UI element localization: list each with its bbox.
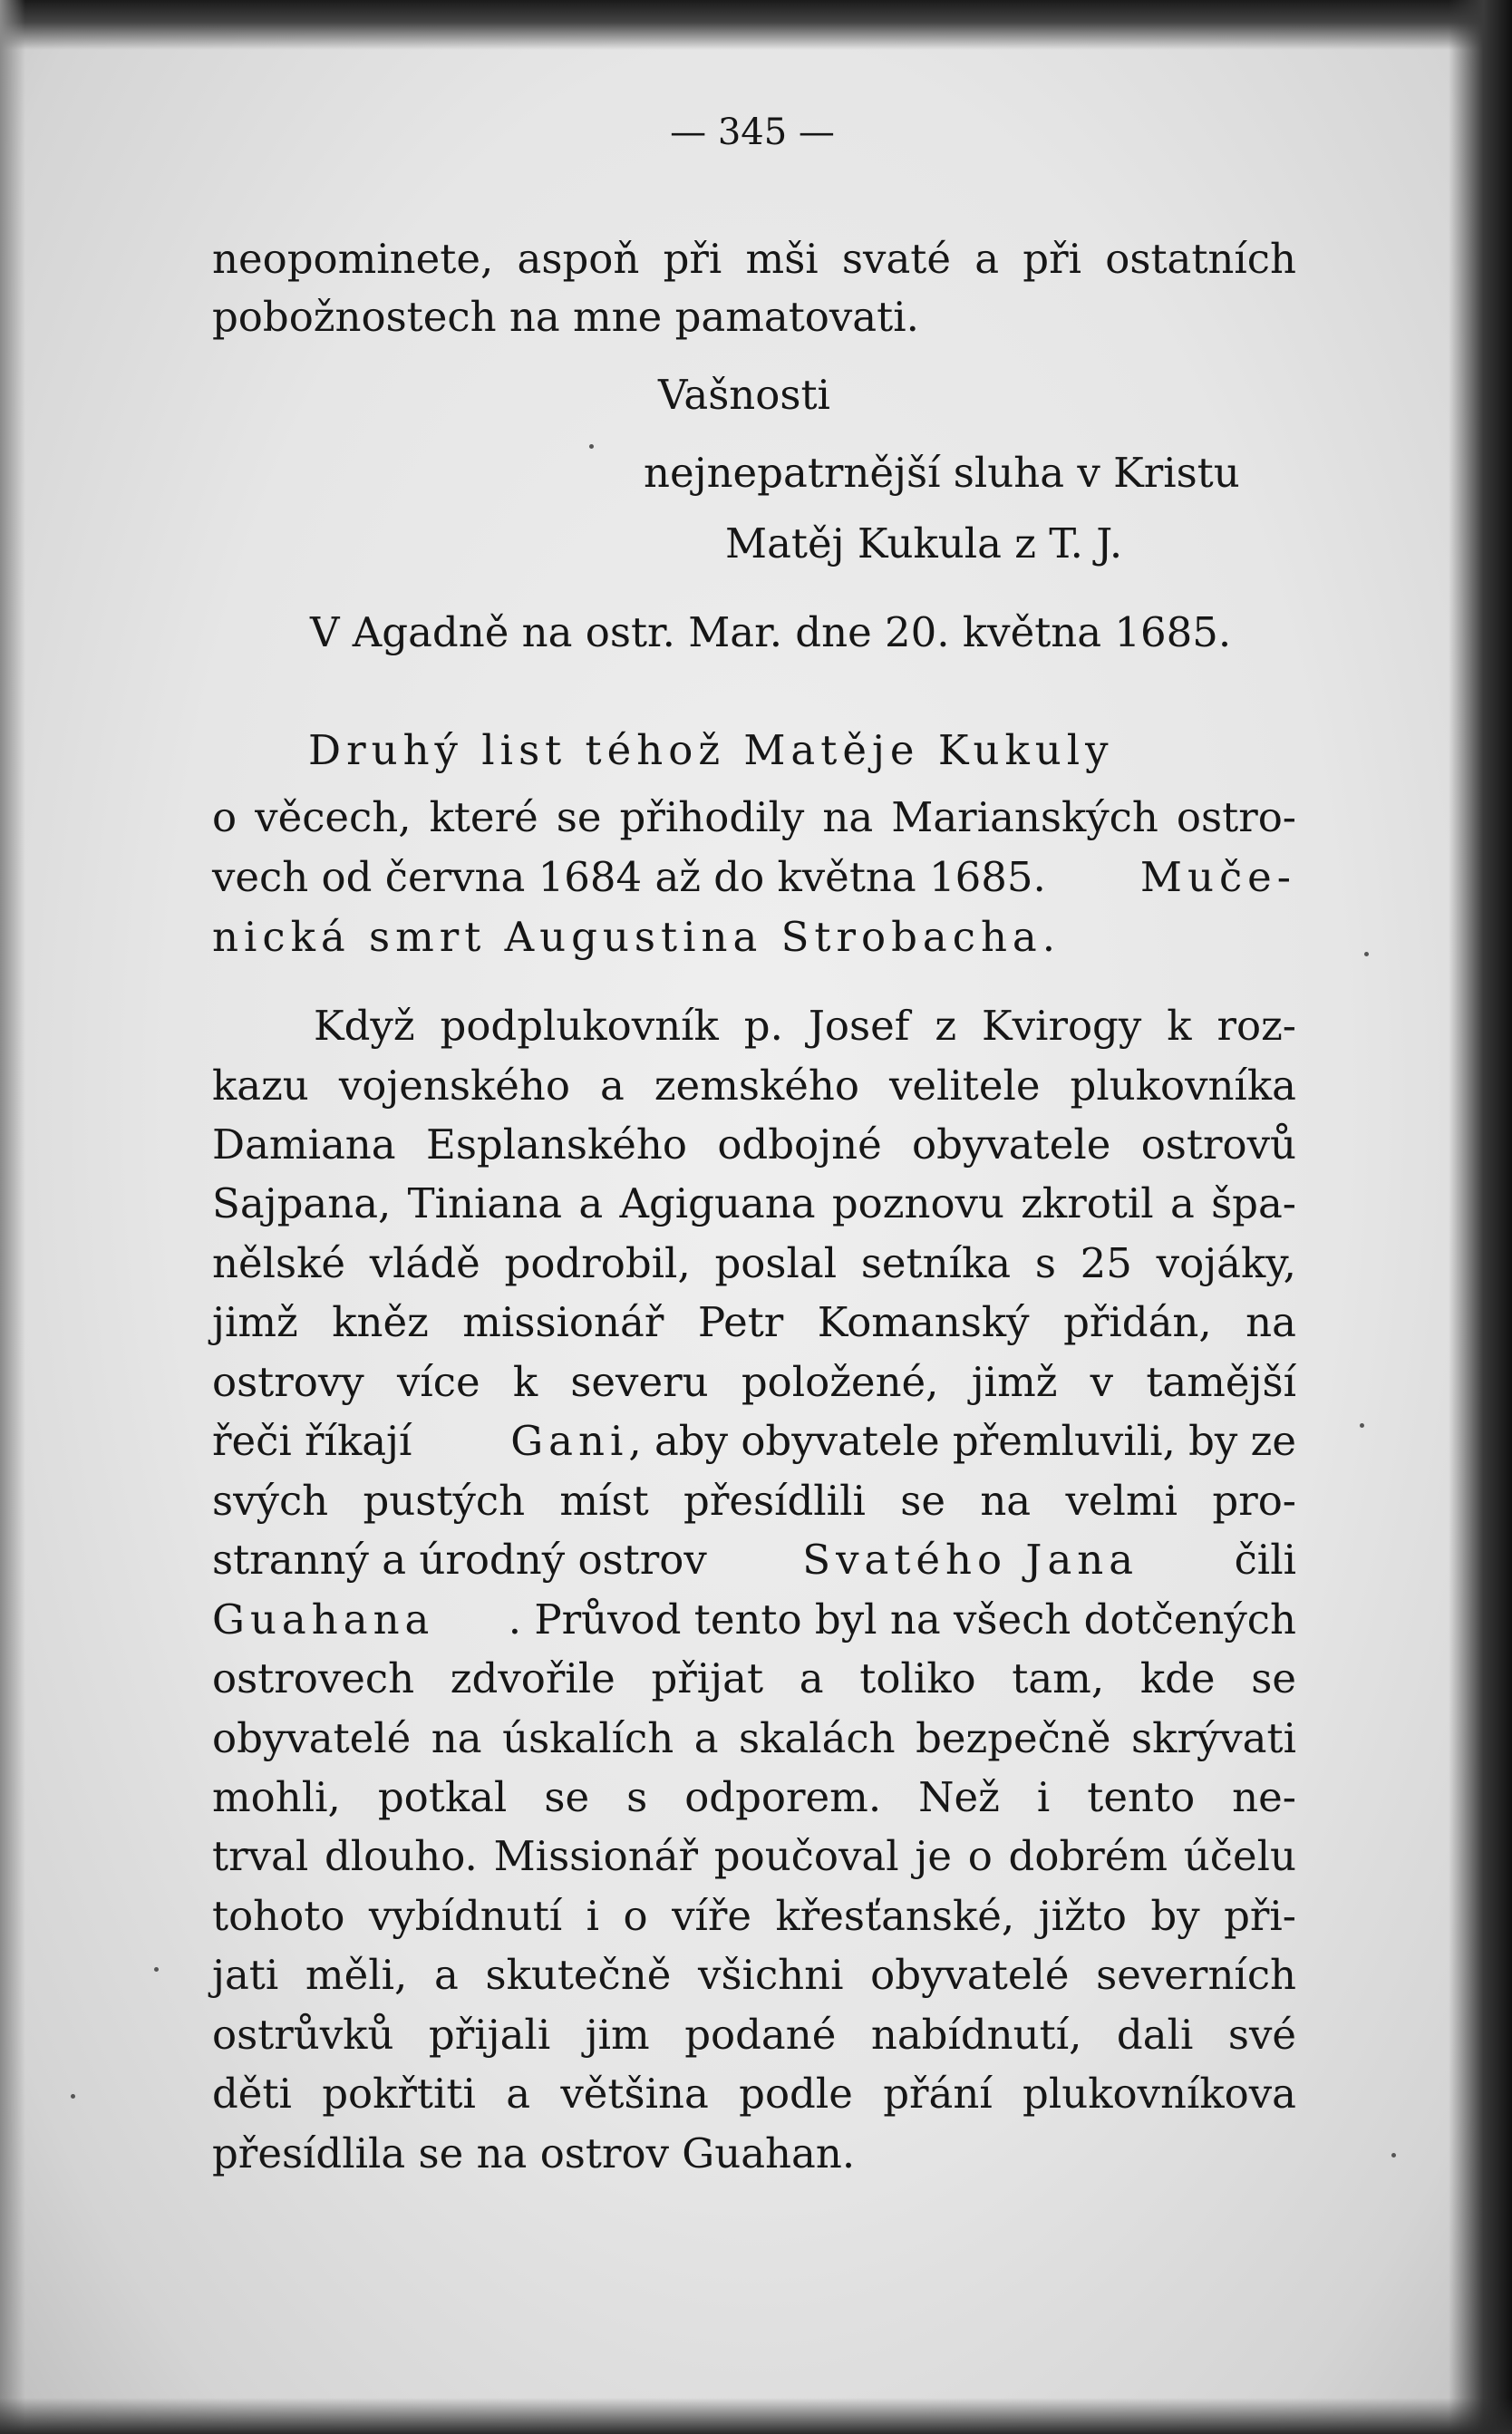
paragraph-line: ostrovech zdvořile přijat a toliko tam, kde se [212, 1654, 1296, 1702]
paragraph-line: svých pustých míst přesídlili se na velmi pro- [212, 1477, 1296, 1525]
paragraph-line [212, 1595, 1296, 1645]
paragraph-line: jimž kněz missionář Petr Komanský přidán, na [212, 1298, 1296, 1346]
text-run: řeči říkají [212, 1417, 412, 1465]
paragraph-line [212, 1535, 1296, 1585]
section-title: Druhý list téhož Matěje Kukuly [308, 726, 1114, 774]
paragraph-line: děti pokřtiti a většina podle přání plukovníkova [212, 2070, 1296, 2118]
scan-shadow-left [0, 0, 25, 2434]
dust-speck [71, 2094, 75, 2099]
salutation: Vašnosti [658, 371, 830, 419]
paragraph-line: kazu vojenského a zemského velitele plukovníka [212, 1062, 1296, 1110]
section-subtitle-line: o věcech, které se přihodily na Marianských ostro- [212, 793, 1296, 841]
subtitle-text-spaced: Muče- [1139, 853, 1296, 901]
dust-speck [1364, 952, 1369, 956]
paragraph-line: tohoto vybídnutí i o víře křesťanské, jižto by při- [212, 1892, 1296, 1940]
scan-shadow-bottom [0, 2398, 1512, 2434]
section-subtitle-line: nická smrt Augustina Strobacha. [212, 913, 1061, 961]
text-run: stranný a úrodný ostrov [212, 1536, 707, 1584]
text-run: , aby obyvatele přemluvili, by ze [628, 1417, 1296, 1465]
spaced-word: Guahana [212, 1595, 435, 1644]
page-number: — 345 — [670, 112, 835, 153]
dust-speck [1391, 2153, 1396, 2158]
paragraph-line: Sajpana, Tiniana a Agiguana poznovu zkrotil a špa- [212, 1179, 1296, 1227]
text-line: neopominete, aspoň při mši svaté a při ostatních [212, 235, 1296, 283]
text-run [510, 1416, 1296, 1467]
spaced-word: Svatého Jana [802, 1536, 1139, 1584]
paragraph-line: ostrovy více k severu položené, jimž v tamější [212, 1358, 1296, 1406]
dust-speck [589, 444, 594, 449]
scan-shadow-top [0, 0, 1512, 50]
paragraph-line: obyvatelé na úskalích a skalách bezpečně skrývati [212, 1714, 1296, 1762]
paragraph-line: jati měli, a skutečně všichni obyvatelé severních [212, 1951, 1296, 1999]
paragraph-line: Damiana Esplanského odbojné obyvatele ostrovů [212, 1120, 1296, 1169]
text-run: čili [1234, 1536, 1296, 1584]
paragraph-line: mohli, potkal se s odporem. Než i tento ne- [212, 1773, 1296, 1821]
signature-name: Matěj Kukula z T. J. [725, 519, 1123, 567]
paragraph-line: trval dlouho. Missionář poučoval je o dobrém účelu [212, 1832, 1296, 1880]
paragraph-line: nělské vládě podrobil, poslal setníka s 25 vojáky, [212, 1239, 1296, 1287]
dust-speck [1360, 1423, 1364, 1428]
signature-line: nejnepatrnější sluha v Kristu [644, 449, 1240, 497]
paragraph-line: přesídlila se na ostrov Guahan. [212, 2129, 856, 2177]
paragraph-line: ostrůvků přijali jim podané nabídnutí, dali své [212, 2011, 1296, 2059]
subtitle-text: vech od června 1684 až do května 1685. [212, 853, 1046, 901]
spaced-word: Gani [510, 1417, 629, 1465]
paragraph-line: Když podplukovník p. Josef z Kvirogy k roz- [314, 1002, 1296, 1050]
paragraph-line [212, 1416, 1296, 1467]
dust-speck [154, 1967, 159, 1972]
section-subtitle-line [212, 852, 1296, 903]
text-line: pobožnostech na mne pamatovati. [212, 293, 919, 341]
scan-shadow-right [1449, 0, 1512, 2434]
text-run: . Průvod tento byl na všech dotčených [508, 1595, 1296, 1644]
place-date: V Agadně na ostr. Mar. dne 20. května 1685. [310, 608, 1232, 656]
